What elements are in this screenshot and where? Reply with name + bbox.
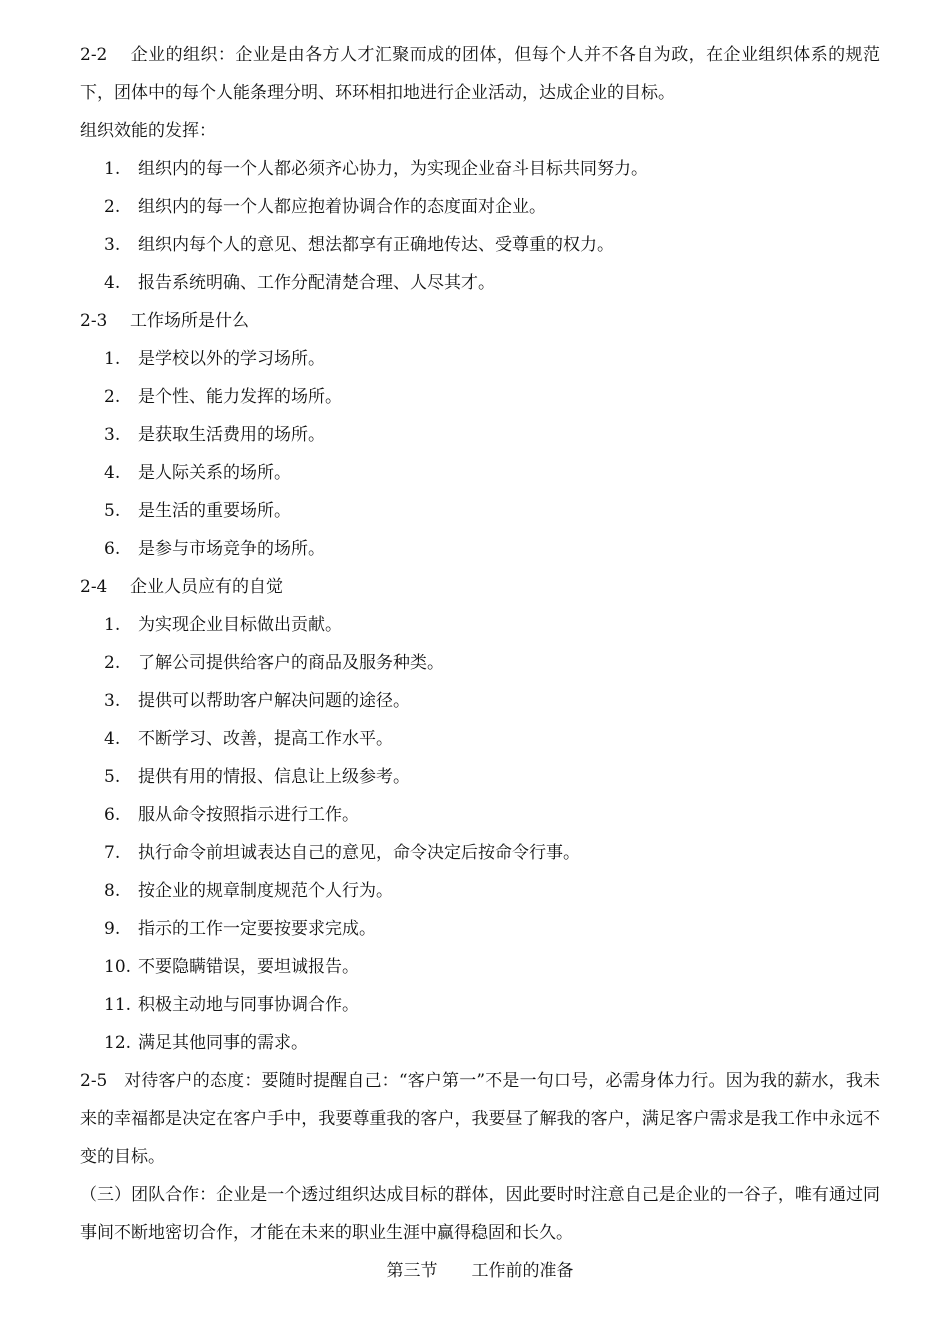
list-item: 9. 指示的工作一定要按要求完成。: [104, 919, 376, 939]
section-label: 第三节: [386, 1261, 438, 1281]
section-number: 2-5: [80, 1071, 108, 1091]
paragraph-2-2: [80, 36, 880, 112]
list-item: 2. 了解公司提供给客户的商品及服务种类。: [104, 653, 444, 673]
section-heading-3: [80, 1252, 880, 1290]
heading-2-3: [80, 302, 880, 340]
paragraph-text: 对待客户的态度：要随时提醒自己：“客户第一”不是一句口号，必需身体力行。因为我的薪水，我未来的幸福都是决定在客户手中，我要尊重我的客户，我要昼了解我的客户，满足客户需求是我工作中永远不变的目标。: [80, 1071, 880, 1167]
list-item: 1. 组织内的每一个人都必须齐心协力，为实现企业奋斗目标共同努力。: [104, 159, 648, 179]
section-title: 工作前的准备: [471, 1261, 574, 1281]
list-item: 3. 提供可以帮助客户解决问题的途径。: [104, 691, 410, 711]
list-item: 6. 是参与市场竞争的场所。: [104, 539, 325, 559]
list-2-3: [80, 340, 880, 568]
list-2-4: [80, 606, 880, 1062]
list-item: 2. 是个性、能力发挥的场所。: [104, 387, 342, 407]
list-item: 1. 为实现企业目标做出贡献。: [104, 615, 342, 635]
paragraph-2-5: [80, 1062, 880, 1176]
list-item: 2. 组织内的每一个人都应抱着协调合作的态度面对企业。: [104, 197, 546, 217]
list-2-2: [80, 150, 880, 302]
list-item: 8. 按企业的规章制度规范个人行为。: [104, 881, 393, 901]
list-item: 11. 积极主动地与同事协调合作。: [104, 995, 359, 1015]
section-title: 企业人员应有的自觉: [130, 577, 283, 597]
list-item: 12. 满足其他同事的需求。: [104, 1033, 308, 1053]
heading-2-4: [80, 568, 880, 606]
paragraph-text: 企业的组织：企业是由各方人才汇聚而成的团体，但每个人并不各自为政，在企业组织体系的规范下，团体中的每个人能条理分明、环环相扣地进行企业活动，达成企业的目标。: [80, 45, 880, 103]
section-number: 2-3: [80, 311, 108, 331]
list-item: 6. 服从命令按照指示进行工作。: [104, 805, 359, 825]
list-item: 4. 报告系统明确、工作分配清楚合理、人尽其才。: [104, 273, 495, 293]
list-item: 4. 不断学习、改善，提高工作水平。: [104, 729, 393, 749]
list-item: 5. 提供有用的情报、信息让上级参考。: [104, 767, 410, 787]
section-title: 工作场所是什么: [130, 311, 249, 331]
subheading-org-efficiency: 组织效能的发挥：: [80, 121, 216, 141]
paragraph-team-cooperation: （三）团队合作：企业是一个透过组织达成目标的群体，因此要时时注意自己是企业的一谷子，唯有通过同事间不断地密切合作，才能在未来的职业生涯中赢得稳固和长久。: [80, 1185, 880, 1243]
list-item: 4. 是人际关系的场所。: [104, 463, 291, 483]
list-item: 5. 是生活的重要场所。: [104, 501, 291, 521]
list-item: 3. 组织内每个人的意见、想法都享有正确地传达、受尊重的权力。: [104, 235, 614, 255]
list-item: 1. 是学校以外的学习场所。: [104, 349, 325, 369]
list-item: 3. 是获取生活费用的场所。: [104, 425, 325, 445]
document-page: [80, 36, 880, 1290]
section-number: 2-4: [80, 577, 108, 597]
section-number: 2-2: [80, 45, 108, 65]
list-item: 10. 不要隐瞒错误，要坦诚报告。: [104, 957, 359, 977]
list-item: 7. 执行命令前坦诚表达自己的意见，命令决定后按命令行事。: [104, 843, 580, 863]
